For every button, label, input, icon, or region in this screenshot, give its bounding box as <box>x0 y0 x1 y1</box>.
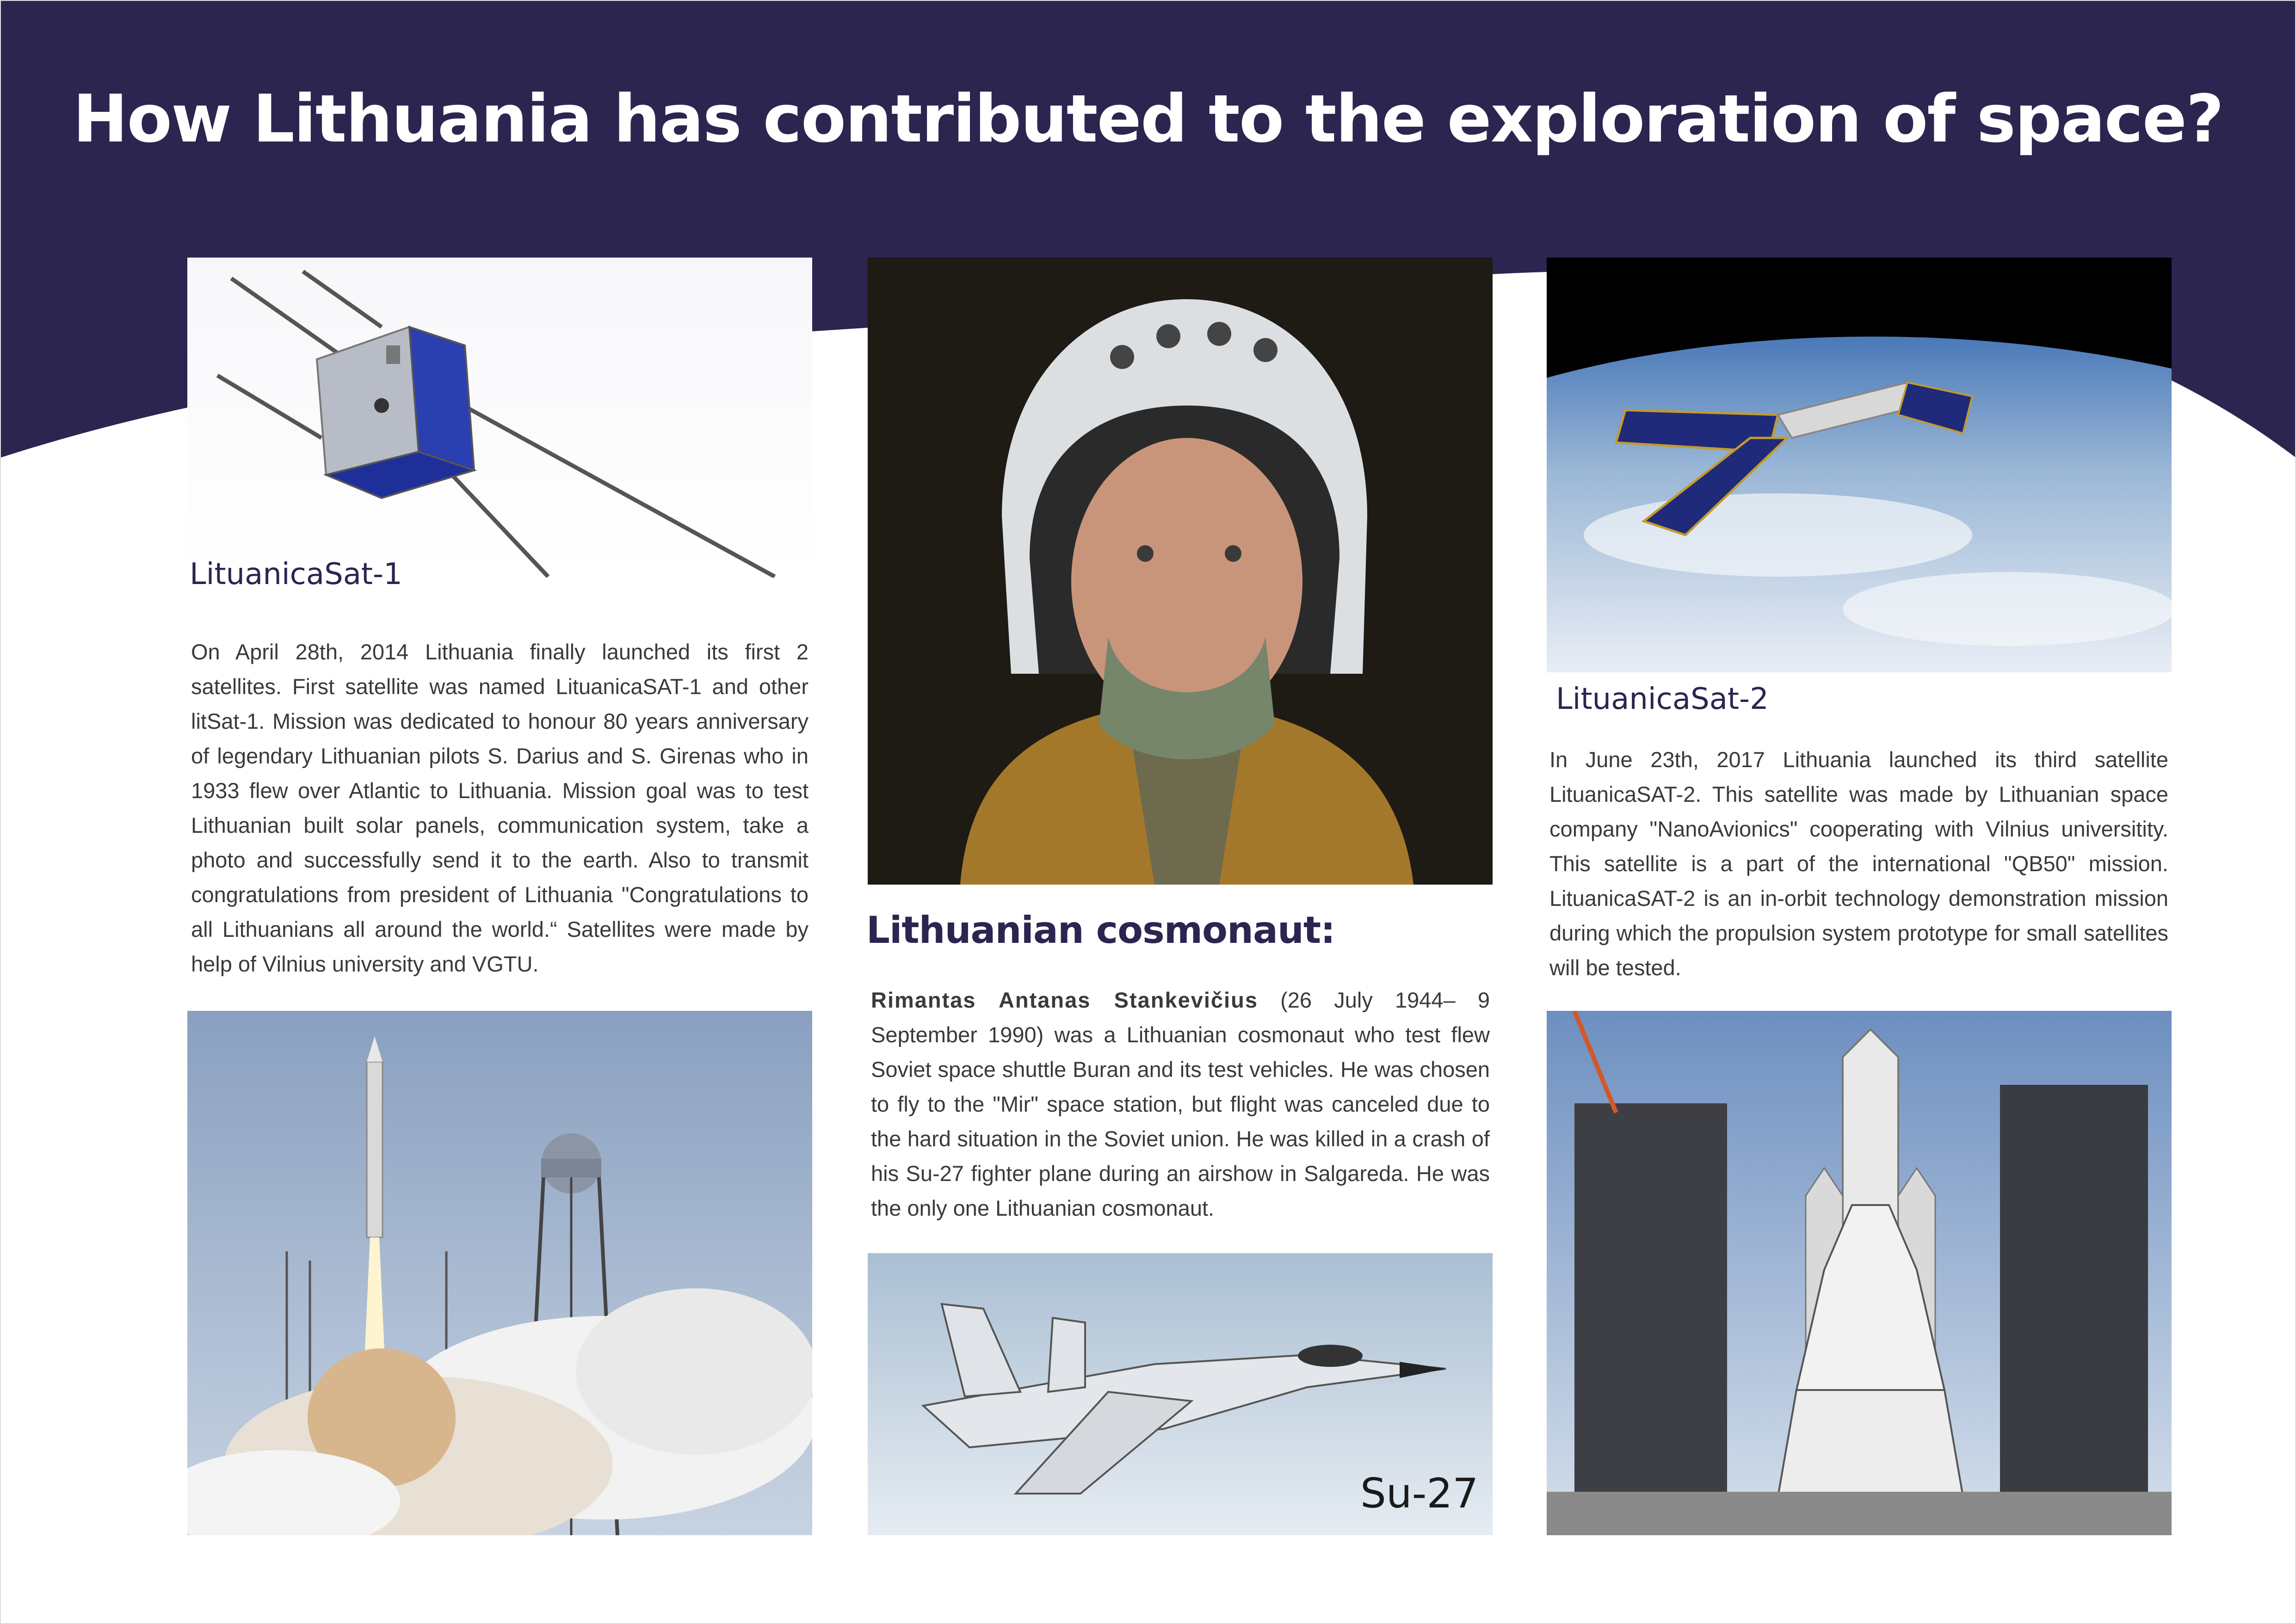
cosmonaut-description <box>871 983 1490 1225</box>
lituanicasat-1-caption: LituanicaSat-1 <box>190 557 402 591</box>
lituanicasat-2-caption: LituanicaSat-2 <box>1556 682 1769 716</box>
su-27-caption: Su-27 <box>1360 1470 1479 1517</box>
lituanicasat-1-image <box>187 258 812 578</box>
lituanicasat-1-description: On April 28th, 2014 Lithuania finally launched its first 2 satellites. First satellite was named LituanicaSAT-1 and other litSat-1. Mission was dedicated to honour 80 years anniversary of legendary Lithuanian pilots S. Darius and S. Girenas who in 1933 flew over Atlantic to Lithuania. Mission goal was to test Lithuanian built solar panels, communication system, take a photo and successfully send it to the earth. Also to transmit congratulations from president of Lithuania "Congratulations to all Lithuanians all around the world.“ Satellites were made by help of Vilnius university and VGTU. <box>191 640 809 976</box>
page-title: How Lithuania has contributed to the exploration of space? <box>73 81 2223 157</box>
cosmonaut-portrait-image <box>868 258 1493 885</box>
satellite-over-earth-photo-icon <box>1547 258 2172 672</box>
buran-shuttle-launchpad-photo-icon <box>1547 1011 2172 1535</box>
cosmonaut-portrait-photo-icon <box>868 258 1493 885</box>
cosmonaut-bio: (26 July 1944– 9 September 1990) was a Lithuanian cosmonaut who test flew Soviet space shuttle Buran and its test vehicles. He was chosen to fly to the "Mir" space station, but flight was canceled due to the hard situation in the Soviet union. He was killed in a crash of his Su-27 fighter plane during an airshow in Salgareda. He was the only one Lithuanian cosmonaut. <box>871 988 1490 1220</box>
lituanicasat-2-description: In June 23th, 2017 Lithuania launched its third satellite LituanicaSAT-2. This satellite was made by Lithuanian space company "NanoAvionics" cooperating with Vilnius universitity. This satellite is a part of the international "QB50" mission. LituanicaSAT-2 is an in-orbit technology demonstration mission during which the propulsion system prototype for small satellites will be tested. <box>1549 747 2168 980</box>
su-27-image <box>868 1253 1493 1535</box>
buran-shuttle-image <box>1547 1011 2172 1535</box>
cubesat-satellite-illustration-icon <box>187 258 812 578</box>
rocket-launch-photo-icon <box>187 1011 812 1535</box>
rocket-launch-image <box>187 1011 812 1535</box>
cosmonaut-heading: Lithuanian cosmonaut: <box>866 909 1335 952</box>
cosmonaut-name: Rimantas Antanas Stankevičius <box>871 988 1258 1012</box>
lituanicasat-2-image <box>1547 258 2172 672</box>
